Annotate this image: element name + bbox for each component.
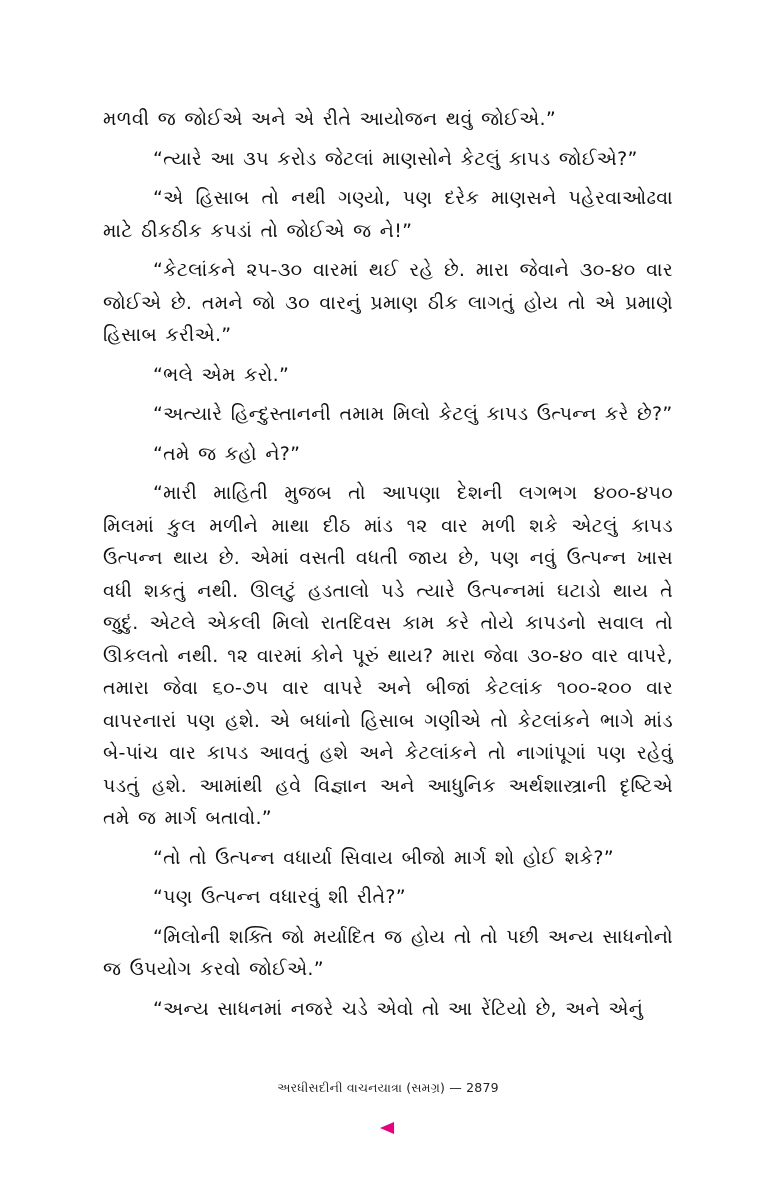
page-body xyxy=(103,103,673,1025)
paragraph: “ભલે એમ કરો.” xyxy=(153,363,290,386)
left-triangle-arrow-icon[interactable] xyxy=(380,1122,394,1134)
paragraph: “તમે જ કહો ને?” xyxy=(153,442,301,465)
paragraph: “મારી માહિતી મુજબ તો આપણા દેશની લગભગ ૪૦૦-૪૫૦ મિલમાં કુલ મળીને માથા દીઠ માંડ ૧૨ વાર મળી શકે એટલું કાપડ ઉત્પન્ન થાય છે. એમાં વસતી વધતી જાય છે, પણ નવું ઉત્પન્ન ખાસ વધી શકતું નથી. ઊલટું હડતાલો પડે ત્યારે ઉત્પન્નમાં ઘટાડો થાય તે જુદું. એટલે એકલી મિલો રાતદિવસ કામ કરે તોયે કાપડનો સવાલ તો ઊકલતો નથી. ૧૨ વારમાં કોને પૂરું થાય? મારા જેવા ૩૦-૪૦ વાર વાપરે, તમારા જેવા ૬૦-૭૫ વાર વાપરે અને બીજાં કેટલાંક ૧૦૦-૨૦૦ વાર વાપરનારાં પણ હશે. એ બધાંનો હિસાબ ગણીએ તો કેટલાંકને ભાગે માંડ બે-પાંચ વાર કાપડ આવતું હશે અને કેટલાંકને તો નાગાંપૂગાં પણ રહેવું પડતું હશે. આમાંથી હવે વિજ્ઞાન અને આધુનિક અર્થશાસ્ત્રાની દૃષ્ટિએ તમે જ માર્ગ બતાવો.” xyxy=(103,482,673,829)
paragraph: “એ હિસાબ તો નથી ગણ્યો, પણ દરેક માણસને પહેરવાઓઢવા માટે ઠીકઠીક કપડાં તો જોઈએ જ ને!” xyxy=(103,187,673,242)
page-footer: અરધીસદીની વાચનયાત્રા (સમગ્ર) — 2879 xyxy=(277,1080,499,1095)
paragraph: “ત્યારે આ ૩૫ કરોડ જેટલાં માણસોને કેટલું કાપડ જોઈએ?” xyxy=(153,147,638,170)
paragraph-continuation: મળવી જ જોઈએ અને એ રીતે આયોજન થવું જોઈએ.” xyxy=(103,108,556,130)
paragraph: “મિલોની શક્તિ જો મર્યાદિત જ હોય તો તો પછી અન્ય સાધનોનો જ ઉપયોગ કરવો જોઈએ.” xyxy=(103,925,673,980)
paragraph: “કેટલાંકને ૨૫-૩૦ વારમાં થઈ રહે છે. મારા જેવાને ૩૦-૪૦ વાર જોઈએ છે. તમને જો ૩૦ વારનું પ્રમાણ ઠીક લાગતું હોય તો એ પ્રમાણે હિસાબ કરીએ.” xyxy=(103,259,673,346)
paragraph: “અત્યારે હિન્દુસ્તાનની તમામ મિલો કેટલું કાપડ ઉત્પન્ન કરે છે?” xyxy=(153,403,673,425)
paragraph: “પણ ઉત્પન્ન વધારવું શી રીતે?” xyxy=(153,886,406,908)
paragraph: “તો તો ઉત્પન્ન વધાર્યા સિવાય બીજો માર્ગ શો હોઈ શકે?” xyxy=(153,846,614,869)
paragraph: “અન્ય સાધનમાં નજરે ચડે એવો તો આ રેંટિયો છે, અને એનું xyxy=(153,997,644,1020)
